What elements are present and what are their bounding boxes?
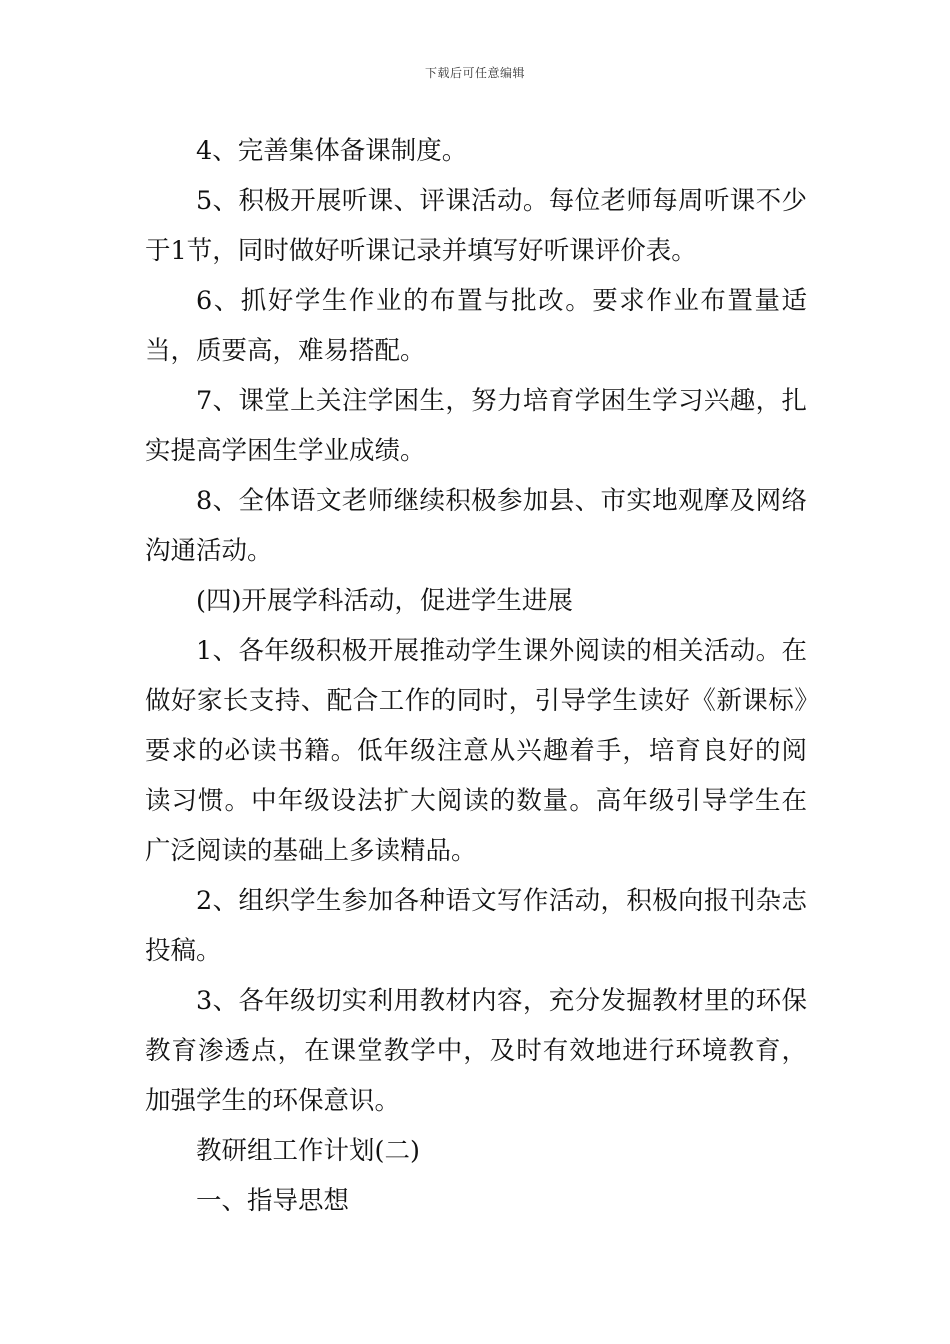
paragraph-item-6: 6、抓好学生作业的布置与批改。要求作业布置量适当，质要高，难易搭配。: [145, 286, 807, 366]
paragraph-item-8: 8、全体语文老师继续积极参加县、市实地观摩及网络沟通活动。: [145, 486, 807, 566]
section-heading-guiding-ideology: 一、指导思想: [196, 1186, 350, 1216]
paragraph-reading-activities: 1、各年级积极开展推动学生课外阅读的相关活动。在做好家长支持、配合工作的同时，引导学生读好《新课标》要求的必读书籍。低年级注意从兴趣着手，培育良好的阅读习惯。中年级设法扩大阅读的数量。高年级引导学生在广泛阅读的基础上多读精品。: [145, 636, 807, 866]
section-heading-4: (四)开展学科活动，促进学生进展: [196, 586, 573, 616]
paragraph-item-7: 7、课堂上关注学困生，努力培育学困生学习兴趣，扎实提高学困生学业成绩。: [145, 386, 807, 466]
paragraph-item-5: 5、积极开展听课、评课活动。每位老师每周听课不少于1节，同时做好听课记录并填写好听课评价表。: [145, 186, 807, 266]
document-body: [145, 126, 807, 1226]
paragraph-writing-activities: 2、组织学生参加各种语文写作活动，积极向报刊杂志投稿。: [145, 886, 807, 966]
paragraph-item-4: 4、完善集体备课制度。: [196, 136, 468, 166]
paragraph-environmental-education: 3、各年级切实利用教材内容，充分发掘教材里的环保教育渗透点，在课堂教学中，及时有效地进行环境教育，加强学生的环保意识。: [145, 986, 807, 1116]
document-subtitle: 教研组工作计划(二): [196, 1136, 420, 1166]
page-header: 下载后可任意编辑: [424, 66, 525, 80]
